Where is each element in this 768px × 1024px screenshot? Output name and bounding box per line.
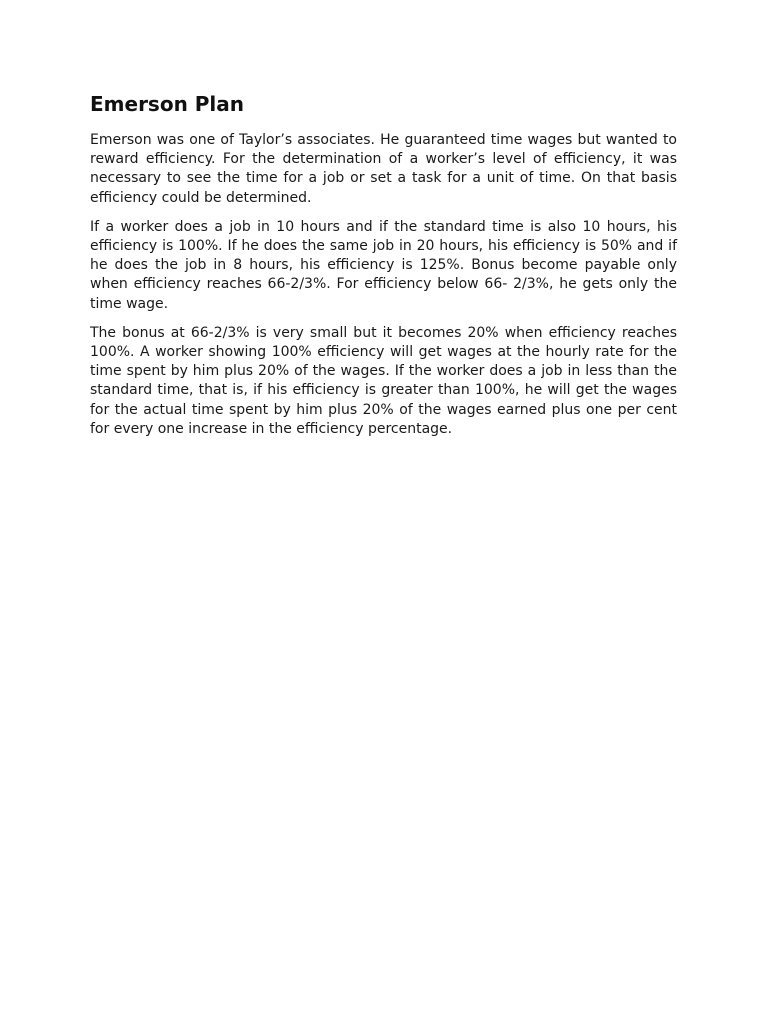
paragraph-intro: Emerson was one of Taylor’s associates. He guaranteed time wages but wanted to reward efficiency. For the determination of a worker’s level of efficiency, it was necessary to see the time for a job or set a task for a unit of time. On that basis efficiency could be determined. <box>90 132 677 206</box>
paragraph-bonus-rules: The bonus at 66-2/3% is very small but it becomes 20% when efficiency reaches 100%. A worker showing 100% efficiency will get wages at the hourly rate for the time spent by him plus 20% of the wages. If the worker does a job in less than the standard time, that is, if his efficiency is greater than 100%, he will get the wages for the actual time spent by him plus 20% of the wages earned plus one per cent for every one increase in the efficiency percentage. <box>90 324 677 437</box>
paragraph-efficiency-examples: If a worker does a job in 10 hours and if the standard time is also 10 hours, his efficiency is 100%. If he does the same job in 20 hours, his efficiency is 50% and if he does the job in 8 hours, his efficiency is 125%. Bonus become payable only when efficiency reaches 66-2/3%. For efficiency below 66- 2/3%, he gets only the time wage. <box>90 218 677 312</box>
document-body <box>90 90 677 449</box>
page-title: Emerson Plan <box>90 92 245 116</box>
